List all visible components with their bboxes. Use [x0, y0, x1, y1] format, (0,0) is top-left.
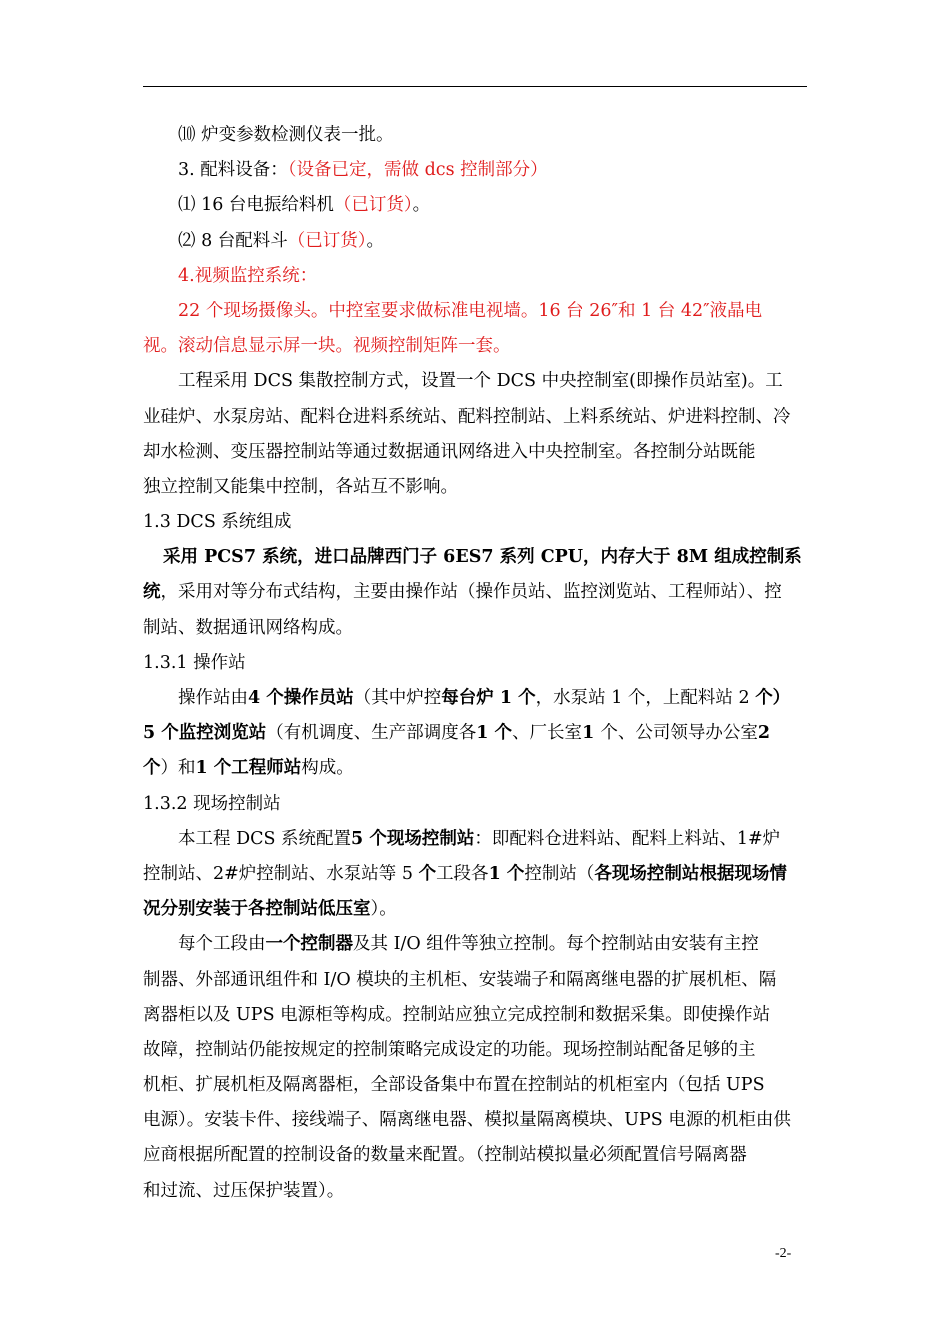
paragraph-line: [143, 575, 807, 610]
bold-text: 5 个监控浏览站: [143, 723, 267, 744]
text: 工程采用 DCS 集散控制方式，设置一个 DCS 中央控制室(即操作员站室)。工: [178, 371, 783, 392]
section-heading-1-3-2: [143, 787, 807, 822]
bold-text: 5 个现场控制站: [351, 828, 475, 849]
bold-text: 1 个工程师站: [195, 758, 302, 779]
text: 22 个现场摄像头。中控室要求做标准电视墙。16 台 26″和 1 台 42″液晶电: [178, 300, 763, 321]
paragraph-line: [143, 892, 807, 927]
text: 业硅炉、水泵房站、配料仓进料系统站、配料控制站、上料系统站、炉进料控制、冷: [143, 406, 791, 427]
paragraph-line: [143, 364, 807, 399]
bold-text: 采用 PCS7 系统，进口品牌西门子 6ES7 系列 CPU，内存大于 8M 组成控制系: [163, 547, 802, 568]
paragraph-line: [143, 998, 807, 1033]
paragraph-line: [143, 822, 807, 857]
bold-text: 个: [418, 863, 437, 884]
text: 机柜、扩展机柜及隔离器柜，全部设备集中布置在控制站的机柜室内（包括 UPS: [143, 1075, 765, 1096]
bold-text: 个: [143, 758, 161, 779]
text: ⑽ 炉变参数检测仪表一批。: [178, 125, 394, 145]
paragraph-line: [143, 927, 807, 962]
bold-text: 2: [757, 723, 771, 744]
text: 却水检测、变压器控制站等通过数据通讯网络进入中央控制室。各控制分站既能: [143, 441, 756, 462]
bold-text: 1 个: [476, 723, 513, 744]
text: 制器、外部通讯组件和 I/O 模块的主机柜、安装端子和隔离继电器的扩展机柜、隔: [143, 969, 777, 990]
paragraph-line: [143, 751, 807, 786]
page-number: -2-: [775, 1246, 792, 1261]
text: 构成。: [301, 758, 354, 779]
paragraph-line: [143, 153, 807, 188]
text: 个、公司领导办公室: [600, 723, 758, 744]
text: ⑴ 16 台电振给料机: [178, 195, 334, 216]
paragraph-line: [143, 435, 807, 470]
section-heading-video: [143, 259, 807, 294]
paragraph-line: [143, 1174, 807, 1209]
text: 、厂长室: [512, 723, 583, 744]
paragraph-line: [143, 400, 807, 435]
text: ，水泵站 1 个，上配料站 2: [535, 688, 756, 708]
text: 3. 配料设备：: [178, 160, 288, 181]
text: 故障，控制站仍能按规定的控制策略完成设定的功能。现场控制站配备足够的主: [143, 1039, 756, 1060]
text: 本工程 DCS 系统配置: [178, 828, 352, 849]
bold-text: 1 个: [488, 863, 525, 884]
section-heading-1-3-1: [143, 646, 807, 681]
paragraph-line: [143, 470, 807, 505]
text: 4.视频监控系统：: [178, 265, 318, 286]
paragraph-line: [143, 611, 807, 646]
bold-text: 况分别安装于各控制站低压室: [143, 899, 371, 920]
text: ，采用对等分布式结构，主要由操作站（操作员站、监控浏览站、工程师站）、控: [160, 582, 782, 603]
text: 及其 I/O 组件等独立控制。每个控制站由安装有主控: [353, 934, 759, 955]
text: ）。: [370, 899, 397, 920]
text: 应商根据所配置的控制设备的数量来配置。（控制站模拟量必须配置信号隔离器: [143, 1145, 747, 1166]
text: （有机调度、生产部调度各: [266, 723, 477, 744]
text: 。: [366, 230, 385, 251]
text: 1.3.2 现场控制站: [143, 793, 281, 814]
text: 1.3.1 操作站: [143, 652, 246, 673]
paragraph-line: [143, 681, 807, 716]
text: （其中炉控: [353, 688, 442, 708]
paragraph-line: [143, 1033, 807, 1068]
paragraph-line: [143, 118, 807, 153]
text: 控制站（: [524, 863, 595, 884]
bold-text: 个）: [755, 688, 791, 708]
text: 视。滚动信息显示屏一块。视频控制矩阵一套。: [143, 336, 511, 357]
paragraph-line: [143, 294, 807, 329]
text: 制站、数据通讯网络构成。: [143, 617, 353, 638]
text: 每个工段由: [178, 934, 266, 955]
paragraph-line: [143, 1103, 807, 1138]
text: 1.3 DCS 系统组成: [143, 512, 292, 533]
section-heading-1-3: [143, 505, 807, 540]
paragraph-line: [143, 540, 807, 575]
bold-text: 1: [582, 723, 601, 744]
bold-text: 各现场控制站根据现场情: [594, 863, 787, 884]
red-note: （已订货）: [287, 230, 367, 251]
text: 操作站由: [178, 688, 248, 708]
text: 独立控制又能集中控制，各站互不影响。: [143, 476, 458, 497]
paragraph-line: [143, 716, 807, 751]
bold-text: 4 个操作员站: [248, 688, 354, 708]
bold-text: 统: [143, 582, 161, 603]
paragraph-line: [143, 1068, 807, 1103]
red-note: （已订货）: [333, 195, 413, 216]
paragraph-line: [143, 188, 807, 223]
red-note: （设备已定，需做 dcs 控制部分）: [287, 160, 548, 181]
header-rule: [143, 86, 807, 87]
text: 工段各: [436, 863, 489, 884]
text: ⑵ 8 台配料斗: [178, 230, 288, 251]
paragraph-line: [143, 1138, 807, 1173]
text: 控制站、2#炉控制站、水泵站等 5: [143, 863, 419, 884]
paragraph-line: [143, 224, 807, 259]
bold-text: 一个控制器: [265, 934, 353, 955]
paragraph-line: [143, 329, 807, 364]
text: 电源）。安装卡件、接线端子、隔离继电器、模拟量隔离模块、UPS 电源的机柜由供: [143, 1110, 791, 1131]
text: ）和: [160, 758, 196, 779]
paragraph-line: [143, 857, 807, 892]
text: ：即配料仓进料站、配料上料站、1#炉: [474, 828, 781, 849]
text: 离器柜以及 UPS 电源柜等构成。控制站应独立完成控制和数据采集。即使操作站: [143, 1004, 771, 1025]
paragraph-line: [143, 963, 807, 998]
text: 和过流、过压保护装置）。: [143, 1180, 345, 1201]
text: 。: [412, 195, 431, 216]
document-body: [143, 118, 807, 1209]
bold-text: 每台炉 1 个: [441, 688, 536, 708]
